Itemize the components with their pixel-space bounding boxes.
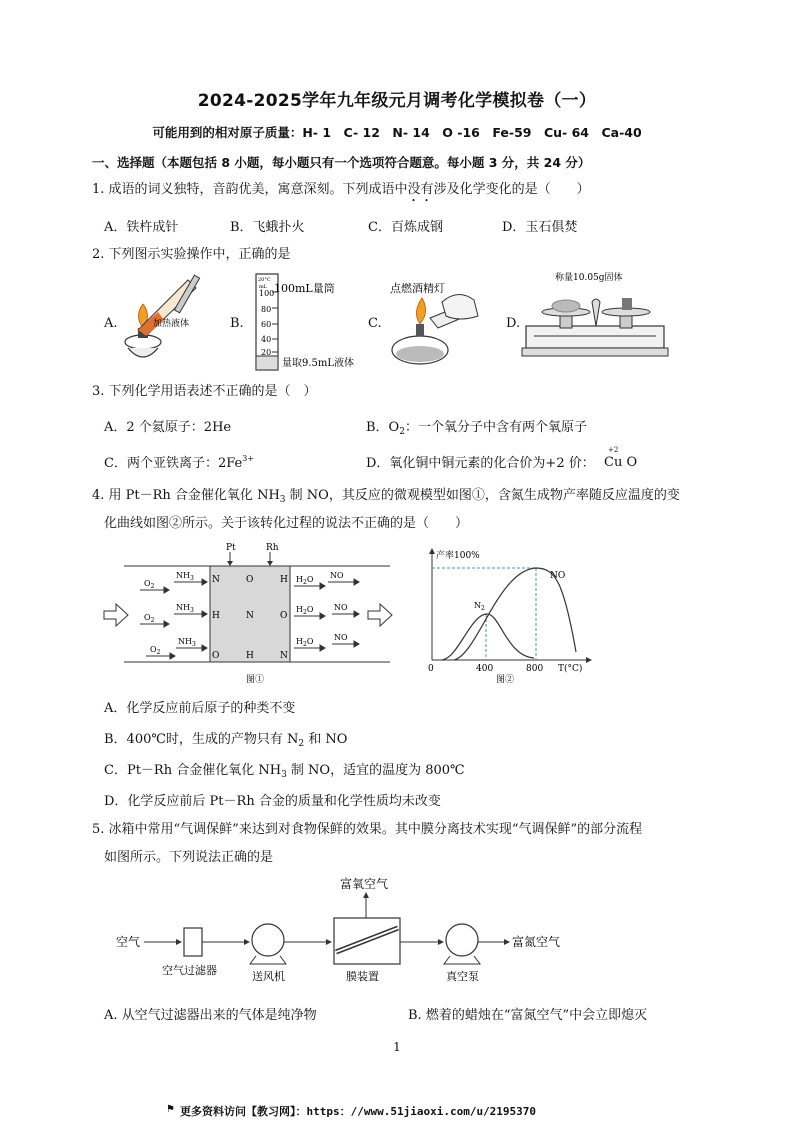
q2-figure-d-caption: 称量10.05g固体 (555, 273, 623, 283)
svg-text:N: N (280, 651, 288, 661)
q5-flow-diagram (110, 876, 580, 983)
q3-option-a: A．2 个氦原子：2He (104, 420, 232, 435)
fig2-n2-label: $N_2$ (474, 601, 485, 612)
flow-nitrogen-rich-label: 富氮空气 (512, 935, 561, 949)
q2-figure-b-tick-60: 60 (261, 320, 272, 329)
q2-figure-c-alcohol-lamp (380, 272, 490, 372)
q2-label-c: C. (368, 316, 382, 331)
flow-filter-label: 空气过滤器 (162, 964, 217, 977)
q1-option-d: D．玉石俱焚 (502, 220, 578, 235)
fig2-no-label: NO (550, 571, 566, 581)
q1-option-a: A．铁杵成针 (104, 220, 179, 235)
fig1-pt-label: Pt (226, 543, 236, 553)
q2-figure-b-tick-100: 100 (259, 289, 275, 298)
svg-text:H2O: $H_2O$ (296, 605, 314, 616)
q5-option-a: A. 从空气过滤器出来的气体是纯净物 (104, 1008, 317, 1023)
q3-option-d-charge: +2 (608, 446, 619, 454)
flow-oxygen-rich-label: 富氧空气 (340, 877, 389, 891)
q4-stem-line2: 化曲线如图②所示。关于该转化过程的说法不正确的是（ ） (104, 516, 469, 531)
q4-option-a: A．化学反应前后原子的种类不变 (104, 701, 296, 716)
fig2-origin: 0 (428, 664, 434, 674)
q2-figure-b-ml: mL (259, 284, 268, 290)
q4-option-c: C．Pt－Rh 合金催化氧化 $NH_3$ 制 NO，适宜的温度为 800℃ (104, 763, 465, 780)
q1-option-c: C．百炼成钢 (368, 220, 443, 235)
q2-figure-b-tick-80: 80 (261, 305, 272, 314)
svg-text:O: O (280, 611, 288, 621)
q5-stem-line2: 如图所示。下列说法正确的是 (104, 850, 274, 865)
q2-figure-d-balance (520, 270, 670, 370)
q1-stem: 1. 成语的词义独特，音韵优美，寓意深刻。下列成语中没有涉及化学变化的是（ ） (92, 182, 590, 197)
svg-text:NH3: $NH_3$ (178, 637, 196, 648)
q2-figure-b-tick-40: 40 (261, 335, 272, 344)
q2-label-b: B. (230, 316, 244, 331)
svg-text:O: O (212, 651, 220, 661)
flow-pump-label: 真空泵 (446, 970, 479, 983)
q5-option-b: B. 燃着的蜡烛在“富氮空气”中会立即熄灭 (408, 1008, 648, 1023)
footer-link[interactable]: 更多资料访问【教习网】：https：//www.51jiaoxi.com/u/2195370 (180, 1105, 537, 1118)
svg-text:O2: $O_2$ (150, 645, 161, 656)
q2-figure-c-caption: 点燃酒精灯 (390, 282, 445, 295)
svg-text:O2: $O_2$ (144, 613, 155, 624)
q2-figure-b-unit: 20°C (258, 277, 271, 283)
svg-text:H2O: $H_2O$ (296, 637, 314, 648)
fig1-caption: 图① (246, 675, 265, 685)
q3-option-b: B．$O_2$：一个氧分子中含有两个氧原子 (366, 420, 587, 437)
q2-figure-a-heating-liquid (118, 270, 218, 370)
q5-stem-line1: 5. 冰箱中常用“气调保鲜”来达到对食物保鲜的效果。其中膜分离技术实现“气调保鲜”的部分流程 (92, 822, 643, 837)
atomic-masses-line: 可能用到的相对原子质量：H- 1 C- 12 N- 14 O -16 Fe-59 Cu- 64 Ca-40 (152, 125, 642, 140)
q4-figure-2-yield-chart (418, 544, 608, 684)
q1-option-b: B．飞蛾扑火 (230, 220, 305, 235)
flow-fan-label: 送风机 (252, 970, 285, 983)
q2-figure-b-graduated-cylinder (246, 270, 356, 374)
svg-text:NO: NO (330, 571, 344, 580)
q4-option-b: B．400℃时，生成的产物只有 $N_2$ 和 NO (104, 732, 348, 749)
svg-text:H: H (212, 611, 220, 621)
q2-figure-b-caption-top: 100mL量筒 (274, 282, 335, 295)
q3-option-c: C．两个亚铁离子：$2Fe^{3+}$ (104, 454, 255, 471)
svg-text:NO: NO (334, 633, 348, 642)
svg-text:H2O: $H_2O$ (296, 575, 314, 586)
q2-figure-a-caption: 加热液体 (153, 319, 190, 329)
flow-filter-box (184, 928, 202, 956)
svg-text:O: O (246, 575, 254, 585)
svg-text:NH3: $NH_3$ (176, 603, 194, 614)
svg-text:H: H (280, 575, 288, 585)
q3-option-d: D．氧化铜中铜元素的化合价为+2 价： (366, 456, 595, 471)
flow-membrane-label: 膜装置 (346, 970, 379, 983)
q2-figure-b-tick-20: 20 (261, 348, 272, 357)
q3-option-d-formula: Cu O (604, 455, 638, 470)
fig2-tick-800: 800 (526, 664, 544, 674)
fig2-caption: 图② (496, 675, 515, 685)
section-heading: 一、选择题（本题包括 8 小题，每小题只有一个选项符合题意。每小题 3 分，共 24 分） (92, 155, 591, 170)
q4-stem-line1: 4. 用 Pt－Rh 合金催化氧化 $NH_3$ 制 NO，其反应的微观模型如图①，含氮生成物产率随反应温度的变 (92, 488, 680, 505)
q2-label-d: D. (506, 316, 521, 331)
q2-label-a: A. (104, 316, 118, 331)
svg-text:H: H (246, 651, 254, 661)
fig2-tick-400: 400 (476, 664, 494, 674)
q2-figure-b-caption-bottom: 量取9.5mL液体 (282, 358, 355, 369)
fig2-xlabel: T(°C) (558, 664, 583, 674)
q2-stem: 2. 下列图示实验操作中，正确的是 (92, 247, 291, 262)
q4-option-d: D．化学反应前后 Pt－Rh 合金的质量和化学性质均未改变 (104, 794, 441, 809)
flow-pump-circle (446, 924, 478, 956)
svg-text:O2: $O_2$ (144, 579, 155, 590)
svg-text:NO: NO (334, 603, 348, 612)
q4-figure-1-reaction-model (100, 536, 410, 686)
svg-text:NH3: $NH_3$ (176, 571, 194, 582)
fig1-rh-label: Rh (266, 543, 279, 553)
flag-icon: ⚑ (166, 1104, 175, 1115)
q3-stem: 3. 下列化学用语表述不正确的是（ ） (92, 384, 317, 399)
svg-text:N: N (212, 575, 220, 585)
page-number: 1 (393, 1040, 401, 1054)
exam-title: 2024-2025学年九年级元月调考化学模拟卷（一） (197, 91, 597, 111)
svg-text:N: N (246, 611, 254, 621)
fig2-ylabel: 产率100% (436, 551, 480, 561)
flow-fan-circle (252, 924, 284, 956)
flow-air-label: 空气 (116, 935, 141, 949)
